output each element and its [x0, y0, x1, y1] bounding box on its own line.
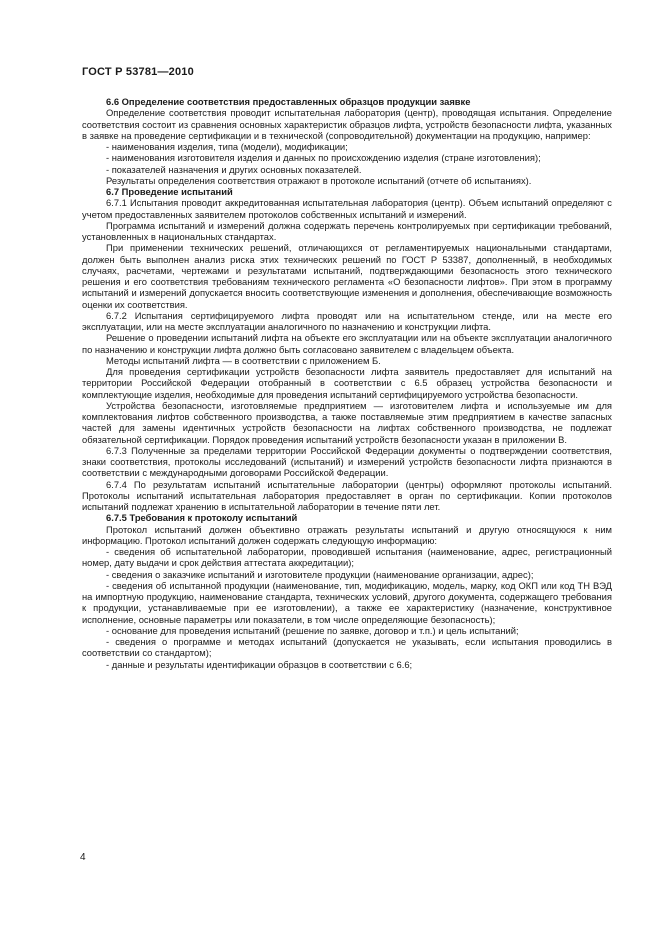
section-heading: 6.7.5 Требования к протоколу испытаний: [106, 512, 298, 524]
paragraph: Устройства безопасности, изготовляемые предприятием — изготовителем лифта и используемые им для комплектования лифтов собственного производства, а также поставляемые этим предприятием в качестве запасных частей для замены идентичных устройств безопасности на лифтах собственного производства, не подлежат обязательной сертификации. Порядок проведения испытаний устройств безопасности указан в приложении В.: [82, 399, 612, 445]
paragraph: - наименования изготовителя изделия и данных по происхождению изделия (стране изготовления);: [106, 152, 541, 164]
paragraph: - данные и результаты идентификации образцов в соответствии с 6.6;: [106, 658, 413, 670]
paragraph: - сведения о программе и методах испытаний (допускается не указывать, если испытания проводились в соответствии со стандартом);: [82, 636, 612, 659]
paragraph: - сведения об испытательной лаборатории, проводившей испытания (наименование, адрес, регистрационный номер, дату выдачи и срок действия аттестата аккредитации);: [82, 546, 612, 569]
page-header: ГОСТ Р 53781—2010: [82, 66, 194, 78]
paragraph: - основание для проведения испытаний (решение по заявке, договор и т.п.) и цель испытаний;: [106, 624, 519, 636]
section-heading: 6.6 Определение соответствия предоставленных образцов продукции заявке: [106, 96, 471, 107]
paragraph: - сведения о заказчике испытаний и изготовителе продукции (наименование организации, адрес);: [106, 568, 534, 580]
page-number: 4: [80, 852, 86, 863]
paragraph: Программа испытаний и измерений должна содержать перечень контролируемых при сертификации требований, установленных в национальных стандартах.: [82, 219, 612, 242]
paragraph: Протокол испытаний должен объективно отражать результаты испытаний и другую относящуюся к ним информацию. Протокол испытаний должен содержать следующую информацию:: [82, 523, 612, 546]
paragraph: 6.7.4 По результатам испытаний испытательные лаборатории (центры) оформляют протоколы испытаний. Протоколы испытаний испытательная лаборатория предоставляет в орган по сертификации. Копии протоколов испытаний подлежат хранению в испытательной лаборатории в течение пяти лет.: [82, 478, 612, 512]
paragraph: - сведения об испытанной продукции (наименование, тип, модификацию, модель, марку, код ОКП или код ТН ВЭД на импортную продукцию, наименование стандарта, технических условий, другого документа, содержащего требования к продукции, устанавливаемые при ее изготовлении), а также ее характеристику (назначение, конструктивное исполнение, основные параметры или показатели, в том числе определяющие безопасность);: [82, 579, 612, 625]
paragraph: Результаты определения соответствия отражают в протоколе испытаний (отчете об испытаниях).: [106, 174, 532, 186]
paragraph: 6.7.1 Испытания проводит аккредитованная испытательная лаборатория (центр). Объем испытаний определяют с учетом предоставленных заявителем протоколов собственных испытаний и измерений.: [82, 197, 612, 220]
paragraph: - показателей назначения и других основных показателей.: [106, 163, 362, 175]
paragraph: 6.7.3 Полученные за пределами территории Российской Федерации документы о подтверждении соответствия, знаки соответствия, протоколы исследований (испытаний) и измерений устройств безопасности лифта признаются в соответствии с международными договорами Российской Федерации.: [82, 444, 612, 479]
paragraph: Методы испытаний лифта — в соответствии с приложением Б.: [106, 354, 381, 366]
paragraph: 6.7.2 Испытания сертифицируемого лифта проводят или на испытательном стенде, или на месте его эксплуатации, или на месте эксплуатации аналогичного по назначению и конструкции лифта.: [82, 309, 612, 332]
paragraph: При применении технических решений, отличающихся от регламентируемых национальными стандартами, должен быть выполнен анализ риска этих технических решений по ГОСТ Р 53387, дополненный, в необходимых случаях, расчетами, чертежами и результатами испытаний, подтверждающими безопасность этого технического решения и его соответствия требованиям технического регламента «О безопасности лифтов». При этом в программу испытаний и измерений допускается вносить соответствующие изменения и дополнения, обеспечивающие возможность оценки их соответствия.: [82, 242, 612, 310]
section-heading: 6.7 Проведение испытаний: [106, 186, 233, 197]
paragraph: - наименования изделия, типа (модели), модификации;: [106, 141, 348, 152]
paragraph: Для проведения сертификации устройств безопасности лифта заявитель предоставляет для испытаний на территории Российской Федерации отобранный в соответствии с 6.5 образец устройства безопасности и комплектующие изделия, необходимые для проведения испытаний сертифицируемого устройства безопасности.: [82, 366, 612, 400]
document-body: [82, 96, 612, 670]
paragraph: Решение о проведении испытаний лифта на объекте его эксплуатации или на объекте эксплуатации аналогичного по назначению и конструкции лифта должно быть согласовано заявителем с владельцем объекта.: [82, 332, 612, 355]
paragraph: Определение соответствия проводит испытательная лаборатория (центр), проводящая испытания. Определение соответствия состоит из сравнения основных характеристик образцов лифта, устройств безопасности лифта, указанных в заявке на проведение сертификации и в технической (сопроводительной) документации на продукцию, например:: [82, 107, 612, 141]
